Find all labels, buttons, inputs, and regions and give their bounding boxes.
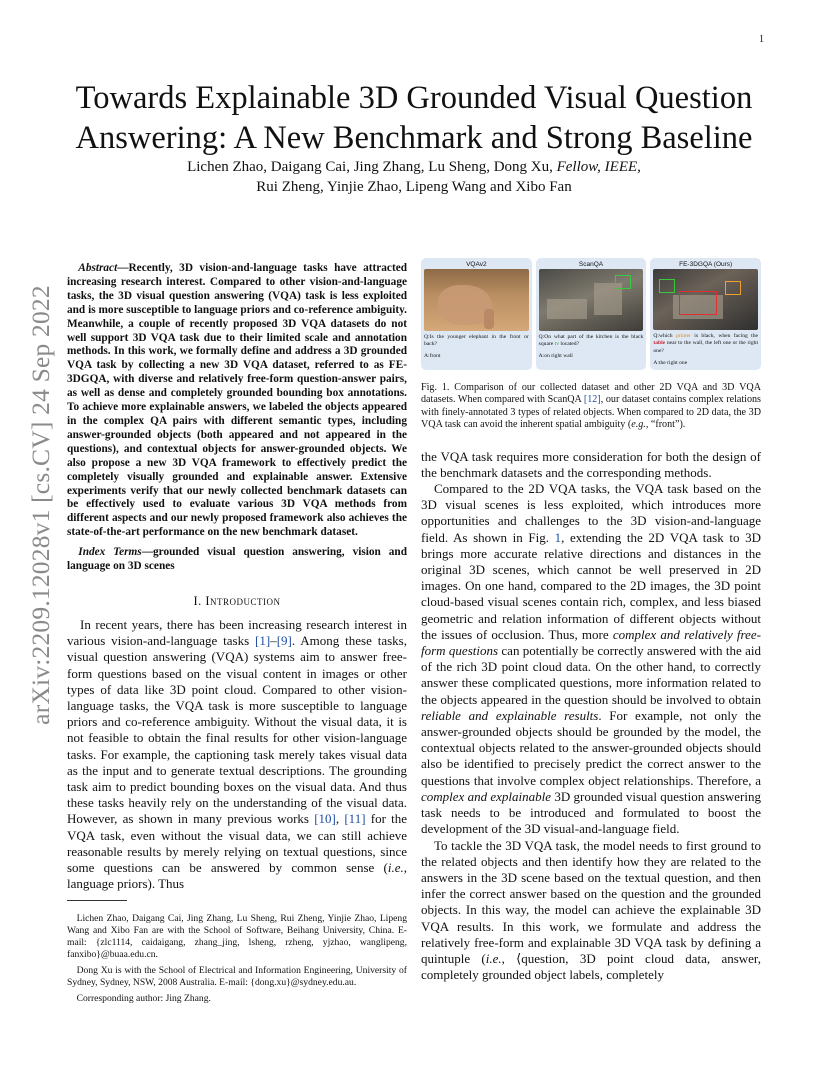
panel-qa xyxy=(424,334,529,361)
figure-panel-scanqa xyxy=(536,258,647,370)
footnote-divider xyxy=(67,900,127,901)
citation-link[interactable]: [10] xyxy=(314,811,336,827)
panel-answer: A:on right wall xyxy=(538,353,573,360)
body-paragraph xyxy=(421,838,761,984)
section-heading-introduction: I. Introduction xyxy=(193,593,281,608)
body-emphasis: reliable and explainable results xyxy=(421,707,599,723)
body-emphasis: complex and relatively free-form questions xyxy=(421,626,761,659)
panel-title: FE-3DGQA (Ours) xyxy=(679,261,733,268)
panel-question-highlight: table xyxy=(653,340,666,347)
panel-image-office-scan xyxy=(653,269,758,330)
panel-qa xyxy=(539,334,644,361)
citation-link[interactable]: [1] xyxy=(255,633,271,649)
figure-caption xyxy=(421,382,761,432)
panel-question-part: Q:which xyxy=(653,333,676,340)
caption-text: , our dataset contains complex relations with finely-annotated 3 types of related objects. When compared to 2D data, the 3D VQA task can avoid the inherent spatial ambiguity ( xyxy=(421,394,761,431)
panel-question-highlight: tv xyxy=(554,341,560,348)
grounding-box-red xyxy=(679,291,717,315)
abstract-label: Abstract xyxy=(78,262,118,274)
footnotes xyxy=(67,913,407,1009)
authors xyxy=(60,157,768,197)
page-number: 1 xyxy=(759,34,764,45)
body-text-part: , ⟨question, 3D point cloud data, answer, completely grounded object labels, completely xyxy=(421,950,761,983)
panel-answer: A:front xyxy=(424,353,441,360)
body-text-part: To tackle the 3D VQA task, the model needs to first ground to the related objects and then identify how they are related to the answers in the 3D scene based on the textual question, and then infer the correct answer based on the question and the grounded objects. In this way, the model can achieve the explainable 3D VQA results. In this work, we formulate and address the relatively free-form and explainable 3D VQA task by defining a quintuple ( xyxy=(421,837,761,966)
body-text-part: , extending the 2D VQA task to 3D brings more accurate relative directions and distances in the original 3D scenes, which cannot be well preserved in 2D images. On one hand, compared to the 2D images, the 3D point cloud-based visual scenes contain rich, complex, and less biased geometric and relation information of different objects without the issues of occlusion. Thus, more xyxy=(421,529,761,642)
elephant-trunk-shape xyxy=(484,309,494,329)
right-column-body xyxy=(421,449,761,984)
grounding-box-orange xyxy=(725,281,741,295)
authors-fellow: Fellow, IEEE, xyxy=(556,159,641,175)
intro-text-3: for the VQA task, even without the visual data, we can still achieve reasonable results by merely relying on textual questions, since some questions can be answered by common sense ( xyxy=(67,811,407,875)
body-text-part: Compared to the 2D VQA tasks, the VQA task based on the 3D visual scenes is less exploited, which introduces more opportunities and challenges to the 3D vision-and-language field. As shown in Fig. xyxy=(421,481,761,545)
panel-question-highlight: printer xyxy=(676,333,691,340)
index-terms xyxy=(67,546,407,574)
panel-image-elephants xyxy=(424,269,529,331)
intro-text-1: In recent years, there has been increasing research interest in various vision-and-language tasks xyxy=(67,616,407,649)
intro-paragraph xyxy=(67,617,407,892)
authors-line-2: Rui Zheng, Yinjie Zhao, Lipeng Wang and Xibo Fan xyxy=(256,179,572,195)
left-column xyxy=(67,262,407,892)
scan-furniture-shape xyxy=(547,299,587,319)
paper-title: Towards Explainable 3D Grounded Visual Question Answering: A New Benchmark and Strong Baseline xyxy=(75,80,753,156)
footnote-corresponding: Corresponding author: Jing Zhang. xyxy=(76,993,211,1004)
panel-answer: A:the right one xyxy=(653,359,688,366)
intro-text-4: , language priors). Thus xyxy=(67,859,407,892)
figure-panel-vqav2 xyxy=(421,258,532,370)
intro-text-2: . Among these tasks, visual question answering (VQA) systems aim to answer free-form questions based on the visual content in images or other types of data like 3D point cloud. Compared to other vision-language tasks, the VQA task is more susceptible to language priors and co-reference ambiguity. Without the visual data, it is not feasible to obtain the final results for other vision-language tasks. For example, the captioning task merely takes visual data as the input and to generate textual descriptions. The grounding task aim to predict bounding boxes on the visual data. And thus these tasks heavily rely on the understanding of the visual data. However, as shown in many previous works xyxy=(67,633,407,827)
caption-text: , “front”). xyxy=(645,419,686,431)
panel-question-part: near to the wall, the left one or the right one? xyxy=(653,340,759,354)
panel-question-part: Q:On what part of the kitchen is the black square xyxy=(538,334,644,348)
abstract xyxy=(67,262,407,540)
panel-title: ScanQA xyxy=(578,261,604,268)
figure-1 xyxy=(421,258,761,370)
intro-ie: i.e. xyxy=(387,859,404,875)
body-emphasis: complex and explainable xyxy=(421,788,552,804)
caption-text: Fig. 1. Comparison of our collected dataset and other 2D VQA and 3D VQA datasets. When compared with ScanQA xyxy=(421,382,761,406)
arxiv-stamp-text: arXiv:2209.12028v1 [cs.CV] 24 Sep 2022 xyxy=(26,285,55,725)
abstract-text: —Recently, 3D vision-and-language tasks have attracted increasing research interest. Compared to other vision-and-language tasks, the 3D visual question answering (VQA) task is less exploited and is more susceptible to language priors and co-reference ambiguity. Meanwhile, a couple of recently proposed 3D VQA datasets do not well support 3D VQA task due to their limited scale and annotation methods. In this work, we formally define and address a 3D grounded VQA task by collecting a new 3D VQA dataset, referred to as FE-3DGQA, with diverse and relatively free-form question-answer pairs, as well as dense and completely grounded bounding box annotations. To achieve more explainable answers, we labeled the objects appeared in the complex QA pairs with different semantic types, including answer-grounded objects (both appeared and not appeared in the questions), and contextual objects for answer-grounded objects. We also propose a new 3D VQA framework to effectively predict the completely visually grounded and explainable answer. Extensive experiments verify that our newly collected benchmark datasets can be effectively used to evaluate various 3D VQA methods from different aspects and our newly proposed framework also achieves the state-of-the-art performance on the new benchmark dataset. xyxy=(67,262,407,539)
grounding-box-green xyxy=(615,275,631,289)
citation-link[interactable]: [9] xyxy=(276,633,292,649)
caption-eg: e.g. xyxy=(631,419,646,431)
body-ie: i.e. xyxy=(485,950,502,966)
panel-qa xyxy=(653,333,758,367)
right-column xyxy=(421,258,761,983)
body-paragraph xyxy=(421,481,761,837)
panel-title: VQAv2 xyxy=(466,261,487,268)
body-text-part: can potentially be correctly answered with the aid of the rich 3D point cloud data. On the other hand, to correctly answer these complicated questions, more information related to the objects appeared in the question should be involved to obtain xyxy=(421,643,761,707)
citation-link[interactable]: [12] xyxy=(583,394,601,406)
arxiv-stamp xyxy=(24,285,58,725)
footnote-affiliation-2: Dong Xu is with the School of Electrical and Information Engineering, University of Sydney, Sydney, NSW, 2008 Australia. E-mail: {dong.xu}@sydney.edu.au. xyxy=(67,965,407,988)
panel-question-part: located? xyxy=(559,341,580,348)
panel-question: Q:Is the younger elephant in the front or back? xyxy=(424,334,529,348)
citation-link[interactable]: [11] xyxy=(344,811,366,827)
body-text-part: 3D grounded visual question answering task needs to be introduced and formulated to boost the development of the 3D visual-and-language field. xyxy=(421,788,761,837)
grounding-box-green xyxy=(659,279,675,293)
body-paragraph: the VQA task requires more consideration for both the design of the benchmark datasets and the corresponding methods. xyxy=(421,448,761,480)
panel-image-kitchen-scan xyxy=(539,269,644,331)
body-text-part: . For example, not only the answer-grounded objects should be grounded by the model, the contextual objects related to the answer-grounded objects should also be identified to precisely predict the correct answer to the questions that involve complex object relationships. Therefore, a xyxy=(421,707,761,788)
index-terms-text: —grounded visual question answering, vision and language on 3D scenes xyxy=(67,546,408,573)
figure-reference-link[interactable]: 1 xyxy=(554,529,562,545)
figure-panel-fe3dgqa xyxy=(650,258,761,370)
authors-line-1: Lichen Zhao, Daigang Cai, Jing Zhang, Lu Sheng, Dong Xu, xyxy=(187,159,557,175)
index-terms-label: Index Terms xyxy=(78,546,142,559)
footnote-affiliation-1: Lichen Zhao, Daigang Cai, Jing Zhang, Lu Sheng, Rui Zheng, Yinjie Zhao, Lipeng Wang and Xibo Fan are with the School of Software, Beihang University, China. E-mail: {zlc1114, caidaigang, zhang_jing, lsheng, rzheng, yjzhao, wanglipeng, fanxibo}@buaa.edu.cn. xyxy=(67,913,407,960)
intro-dash: – xyxy=(270,633,277,649)
panel-question-part: is black, when facing the xyxy=(690,333,759,340)
intro-comma: , xyxy=(335,811,345,827)
